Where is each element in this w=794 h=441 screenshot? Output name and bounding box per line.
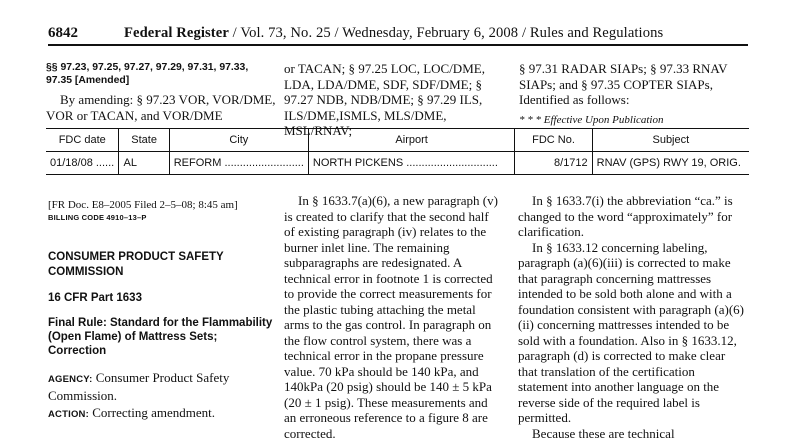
amendment-heading <box>46 61 278 87</box>
agency-heading: CONSUMER PRODUCT SAFETY COMMISSION <box>48 250 274 280</box>
col-header-city: City <box>169 129 308 152</box>
cell-fdc-date: 01/18/08 ...... <box>46 152 119 175</box>
col-header-fdc-date: FDC date <box>46 129 119 152</box>
col-header-airport: Airport <box>308 129 514 152</box>
amendment-heading-line1: §§ 97.23, 97.25, 97.27, 97.29, 97.31, 97.33, <box>46 61 278 74</box>
right-paragraph-2: In § 1633.12 concerning labeling, paragraph (a)(6)(iii) is corrected to make that paragraph concerning mattresses intended to be sold both alone and with a foundation consistent with paragraph (a)(6)(ii) concerning mattresses intended to be sold with a foundation. Also in § 1633.12, paragraph (d) is corrected to make clear that translation of the certification statement into another language on the reverse side of the required label is permitted. <box>518 240 746 426</box>
middle-paragraph: In § 1633.7(a)(6), a new paragraph (v) is created to clarify that the second half of existing paragraph (iv) relates to the burner inlet line. The remaining subparagraphs are redesignated. A technical error in footnote 1 is corrected to provide the correct measurements for the plastic tubing attaching the metal arms to the gas control. In paragraph on the flow control system, there was a technical error in the propane pressure value. 70 kPa should be 140 kPa, and 140kPa (20 psig) should be 140 ± 5 kPa (20 ± 1 psig). These measurements and an erroneous reference to a figure 8 are corrected. <box>284 193 500 441</box>
amendment-text-2: or TACAN; § 97.25 LOC, LOC/DME, LDA, LDA/DME, SDF, SDF/DME; § 97.27 NDB, NDB/DME; § 97.29 ILS, ILS/DME,ISMLS, MLS/DME, MSL/RNAV; <box>284 61 510 139</box>
amendment-col-1 <box>46 61 278 123</box>
fdc-table <box>46 128 749 175</box>
col-header-state: State <box>119 129 169 152</box>
header-rule <box>48 44 748 46</box>
col-header-fdc-no: FDC No. <box>515 129 592 152</box>
action-line <box>48 405 274 423</box>
table-row <box>46 152 749 175</box>
issue-info: / Vol. 73, No. 25 / Wednesday, February 6, 2008 / Rules and Regulations <box>229 25 663 41</box>
amendment-text-3: § 97.31 RADAR SIAPs; § 97.33 RNAV SIAPs; and § 97.35 COPTER SIAPs, Identified as follows: <box>519 61 749 108</box>
cell-fdc-no: 8/1712 <box>515 152 592 175</box>
fr-doc-line: [FR Doc. E8–2005 Filed 2–5–08; 8:45 am] <box>48 198 274 212</box>
left-column <box>48 198 274 423</box>
effective-note: * * * Effective Upon Publication <box>519 114 749 126</box>
middle-column <box>284 193 500 441</box>
cell-state: AL <box>119 152 169 175</box>
page-number: 6842 <box>48 25 78 42</box>
col-header-subject: Subject <box>592 129 749 152</box>
agency-value: Consumer Product Safety Commission. <box>48 370 229 403</box>
table-header-row <box>46 129 749 152</box>
action-value: Correcting amendment. <box>92 405 215 420</box>
amendment-heading-line2: 97.35 [Amended] <box>46 74 278 87</box>
publication-name: Federal Register <box>124 25 229 41</box>
billing-code: BILLING CODE 4910–13–P <box>48 212 274 224</box>
page-header <box>48 24 748 46</box>
right-paragraph-3: Because these are technical <box>518 426 746 441</box>
amendment-col-3 <box>519 61 749 126</box>
right-paragraph-1: In § 1633.7(i) the abbreviation “ca.” is changed to the word “approximately” for clarification. <box>518 193 746 240</box>
cell-city: REFORM .......................... <box>169 152 308 175</box>
action-label: ACTION: <box>48 409 89 420</box>
cell-subject: RNAV (GPS) RWY 19, ORIG. <box>592 152 749 175</box>
right-column <box>518 193 746 441</box>
running-title <box>124 25 663 42</box>
cell-airport: NORTH PICKENS .............................. <box>308 152 514 175</box>
cfr-part: 16 CFR Part 1633 <box>48 292 274 304</box>
amendment-text-1: By amending: § 97.23 VOR, VOR/DME, VOR or TACAN, and VOR/DME <box>46 92 278 123</box>
agency-label: AGENCY: <box>48 374 93 385</box>
amendment-col-2 <box>284 61 510 139</box>
agency-line <box>48 370 274 403</box>
rule-title: Final Rule: Standard for the Flammability (Open Flame) of Mattress Sets; Correction <box>48 316 274 358</box>
